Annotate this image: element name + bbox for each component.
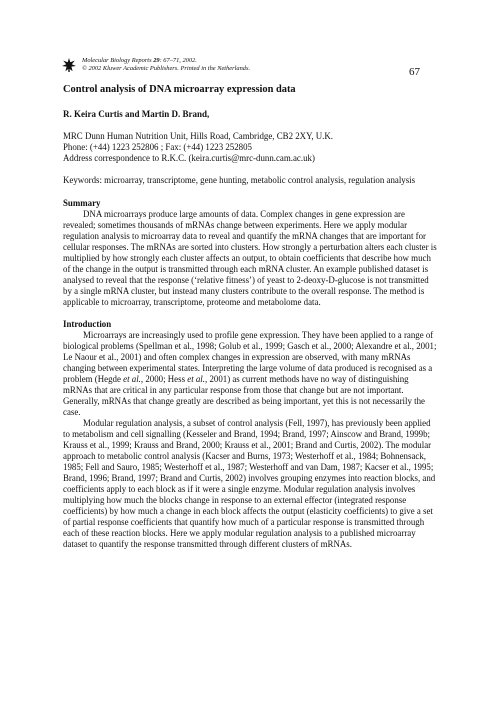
correspondence-address: Address correspondence to R.K.C. (keira.curtis@mrc-dunn.cam.ac.uk) xyxy=(63,153,315,163)
copyright-line: © 2002 Kluwer Academic Publishers. Printed in the Netherlands. xyxy=(82,65,251,72)
journal-volume: 29 xyxy=(153,57,160,64)
affiliation-phone: Phone: (+44) 1223 252806 ; Fax: (+44) 1223 252805 xyxy=(63,142,252,152)
summary-heading: Summary xyxy=(63,198,101,208)
publication-info xyxy=(82,57,250,73)
affiliation-address: MRC Dunn Human Nutrition Unit, Hills Road, Cambridge, CB2 2XY, U.K. xyxy=(63,131,334,141)
journal-pages: : 67–71, 2002. xyxy=(159,57,197,64)
article-body xyxy=(63,84,438,550)
introduction-section xyxy=(63,319,438,550)
keywords: Keywords: microarray, transcriptome, gene hunting, metabolic control analysis, regulation analysis xyxy=(63,175,416,185)
summary-text: DNA microarrays produce large amounts of data. Complex changes in gene expression are revealed; sometimes thousands of mRNAs change between experiments. Here we apply modular regulation analysis to microarray data to reveal and quantify the mRNA changes that are important for cellular responses. The mRNAs are sorted into clusters. How strongly a perturbation alters each cluster is multiplied by how strongly each cluster affects an output, to obtain coefficients that describe how much of the change in the output is transmitted through each mRNA cluster. An example published dataset is analysed to reveal that the response (‘relative fitness’) of yeast to 2-deoxy-D-glucose is not transmitted by a single mRNA cluster, but instead many clusters contribute to the overall response. The method is applicable to microarray, transcriptome, proteome and metabolome data. xyxy=(63,209,437,307)
introduction-paragraph-1: Microarrays are increasingly used to profile gene expression. They have been applied to a range of biological problems (Spellman et al., 1998; Golub et al., 1999; Gasch et al., 2000; Alexandre et al., 2001; Le Naour et al., 2001) and often complex changes in expression are observed, with many mRNAs changing between experimental states. Interpreting the large volume of data produced is recognised as a problem (Hegde et al., 2000; Hess et al., 2001) as current methods have no way of distinguishing mRNAs that are critical in any particular response from those that change but are not important. Generally, mRNAs that change greatly are described as being important, yet this is not necessarily the case. xyxy=(63,330,437,417)
introduction-heading: Introduction xyxy=(63,319,112,329)
introduction-paragraph-2: Modular regulation analysis, a subset of control analysis (Fell, 1997), has previously been applied to metabolism and cell signalling (Kesseler and Brand, 1994; Brand, 1997; Ainscow and Brand, 1999b; Krauss et al., 1999; Krauss and Brand, 2000; Krauss et al., 2001; Brand and Curtis, 2002). The modular approach to metabolic control analysis (Kacser and Burns, 1973; Westerhoff et al., 1984; Bohnensack, 1985; Fell and Sauro, 1985; Westerhoff et al., 1987; Westerhoff and van Dam, 1987; Kacser et al., 1995; Brand, 1996; Brand, 1997; Brand and Curtis, 2002) involves grouping enzymes into reaction blocks, and coefficients apply to each block as if it were a single enzyme. Modular regulation analysis involves multiplying how much the blocks change in response to an external effector (integrated response coefficients) by how much a change in each block affects the output (elasticity coefficients) to give a set of partial response coefficients that quantify how much of a particular response is transmitted through each of these reaction blocks. Here we apply modular regulation analysis to a published microarray dataset to quantify the response transmitted through different clusters of mRNAs. xyxy=(63,418,436,549)
journal-name: Molecular Biology Reports xyxy=(82,57,152,64)
summary-section xyxy=(63,198,438,308)
affiliation-block xyxy=(63,131,438,164)
page-number: 67 xyxy=(409,66,420,78)
journal-citation xyxy=(82,57,250,65)
paper-title: Control analysis of DNA microarray expression data xyxy=(63,84,296,95)
author-list: R. Keira Curtis and Martin D. Brand, xyxy=(63,109,210,119)
publisher-logo-icon xyxy=(62,58,76,72)
